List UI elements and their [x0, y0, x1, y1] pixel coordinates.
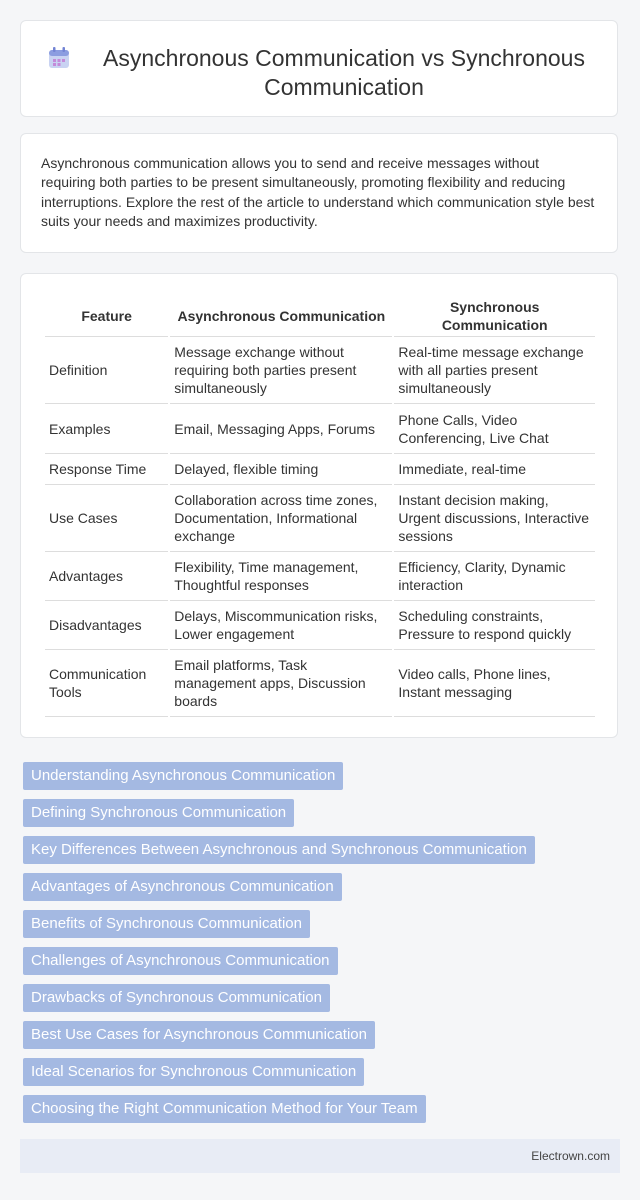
toc-link[interactable]: Understanding Asynchronous Communication	[23, 762, 343, 790]
table-row	[45, 601, 595, 650]
toc-link[interactable]: Benefits of Synchronous Communication	[23, 910, 310, 938]
toc-link[interactable]: Challenges of Asynchronous Communication	[23, 947, 338, 975]
header-card	[20, 20, 618, 117]
toc-links	[23, 762, 613, 1132]
toc-link[interactable]: Choosing the Right Communication Method for Your Team	[23, 1095, 426, 1123]
table-cell: Definition	[45, 337, 168, 404]
table-cell: Advantages	[45, 552, 168, 601]
table-cell: Real-time message exchange with all parties present simultaneously	[394, 337, 595, 404]
table-cell: Disadvantages	[45, 601, 168, 650]
comparison-table	[43, 296, 597, 717]
table-cell: Delays, Miscommunication risks, Lower engagement	[170, 601, 392, 650]
table-cell: Immediate, real-time	[394, 454, 595, 485]
intro-card	[20, 133, 618, 253]
table-cell: Email, Messaging Apps, Forums	[170, 404, 392, 454]
table-cell: Phone Calls, Video Conferencing, Live Chat	[394, 404, 595, 454]
comparison-table-card	[20, 273, 618, 738]
table-cell: Scheduling constraints, Pressure to respond quickly	[394, 601, 595, 650]
table-row	[45, 552, 595, 601]
table-row	[45, 650, 595, 717]
table-cell: Video calls, Phone lines, Instant messaging	[394, 650, 595, 717]
footer	[20, 1139, 620, 1173]
table-row	[45, 337, 595, 404]
table-header-async: Asynchronous Communication	[170, 296, 392, 337]
calendar-icon	[48, 47, 70, 69]
toc-link[interactable]: Advantages of Asynchronous Communication	[23, 873, 342, 901]
intro-text: Asynchronous communication allows you to send and receive messages without requiring both parties to be present simultaneously, promoting flexibility and reducing interruptions. Explore the rest of the article to understand which communication style best suits your needs and maximizes productivity.	[41, 155, 595, 229]
table-row	[45, 404, 595, 454]
table-cell: Instant decision making, Urgent discussions, Interactive sessions	[394, 485, 595, 552]
table-cell: Efficiency, Clarity, Dynamic interaction	[394, 552, 595, 601]
toc-link[interactable]: Defining Synchronous Communication	[23, 799, 294, 827]
table-cell: Examples	[45, 404, 168, 454]
toc-link[interactable]: Key Differences Between Asynchronous and Synchronous Communication	[23, 836, 535, 864]
table-row	[45, 485, 595, 552]
toc-link[interactable]: Drawbacks of Synchronous Communication	[23, 984, 330, 1012]
table-row	[45, 454, 595, 485]
table-cell: Flexibility, Time management, Thoughtful responses	[170, 552, 392, 601]
table-cell: Response Time	[45, 454, 168, 485]
toc-link[interactable]: Best Use Cases for Asynchronous Communication	[23, 1021, 375, 1049]
table-cell: Communication Tools	[45, 650, 168, 717]
page-title: Asynchronous Communication vs Synchronous Communication	[103, 45, 585, 100]
footer-site-link[interactable]: Electrown.com	[531, 1149, 610, 1163]
table-cell: Message exchange without requiring both parties present simultaneously	[170, 337, 392, 404]
table-header-feature: Feature	[45, 296, 168, 337]
toc-link[interactable]: Ideal Scenarios for Synchronous Communication	[23, 1058, 364, 1086]
table-cell: Use Cases	[45, 485, 168, 552]
table-cell: Email platforms, Task management apps, Discussion boards	[170, 650, 392, 717]
table-cell: Delayed, flexible timing	[170, 454, 392, 485]
table-cell: Collaboration across time zones, Documentation, Informational exchange	[170, 485, 392, 552]
table-header-sync: Synchronous Communication	[394, 296, 595, 337]
